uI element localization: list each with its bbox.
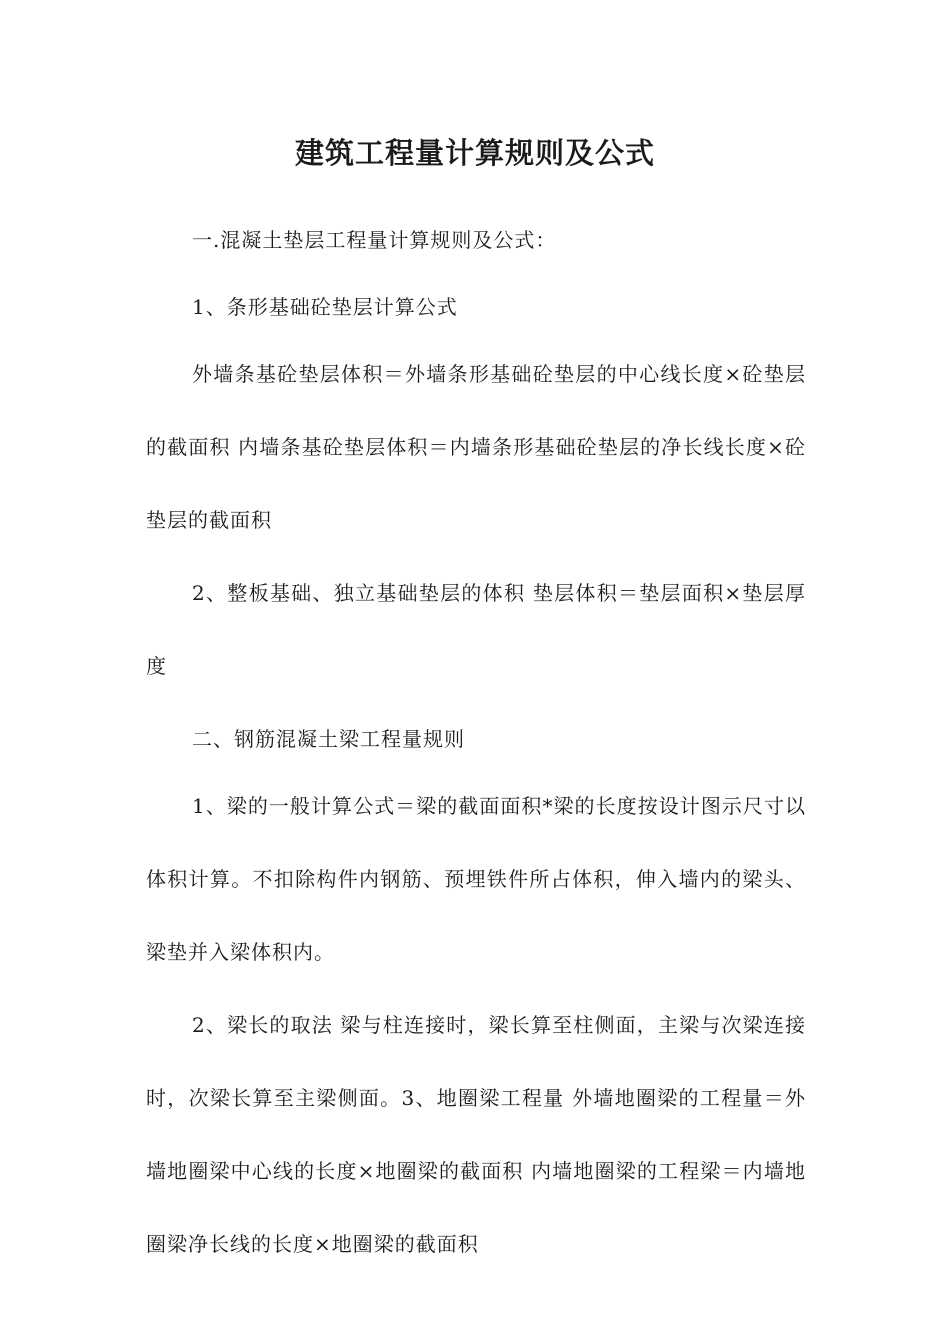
- paragraph-slab-foundation-cushion: 2、整板基础、独立基础垫层的体积 垫层体积＝垫层面积×垫层厚度: [146, 581, 806, 678]
- paragraph-beam-length-and-ground-beam: 2、梁长的取法 梁与柱连接时，梁长算至柱侧面，主梁与次梁连接时，次梁长算至主梁侧面。3、地圈梁工程量 外墙地圈梁的工程量＝外墙地圈梁中心线的长度×地圈梁的截面积 内墙地圈梁的工程梁＝内墙地圈梁净长线的长度×地圈梁的截面积: [146, 1013, 806, 1256]
- paragraph-beam-general-formula: 1、梁的一般计算公式＝梁的截面面积*梁的长度按设计图示尺寸以体积计算。不扣除构件内钢筋、预埋铁件所占体积，伸入墙内的梁头、梁垫并入梁体积内。: [146, 794, 806, 964]
- subheading-strip-foundation-cushion: 1、条形基础砼垫层计算公式: [192, 295, 458, 319]
- paragraph-strip-foundation-formula: 外墙条基砼垫层体积＝外墙条形基础砼垫层的中心线长度×砼垫层的截面积 内墙条基砼垫层体积＝内墙条形基础砼垫层的净长线长度×砼垫层的截面积: [146, 362, 806, 532]
- document-title: 建筑工程量计算规则及公式: [294, 136, 655, 170]
- section-heading-reinforced-beam: 二、钢筋混凝土梁工程量规则: [192, 727, 465, 751]
- section-heading-concrete-cushion: 一.混凝土垫层工程量计算规则及公式：: [192, 228, 557, 252]
- document-body: [146, 204, 806, 1281]
